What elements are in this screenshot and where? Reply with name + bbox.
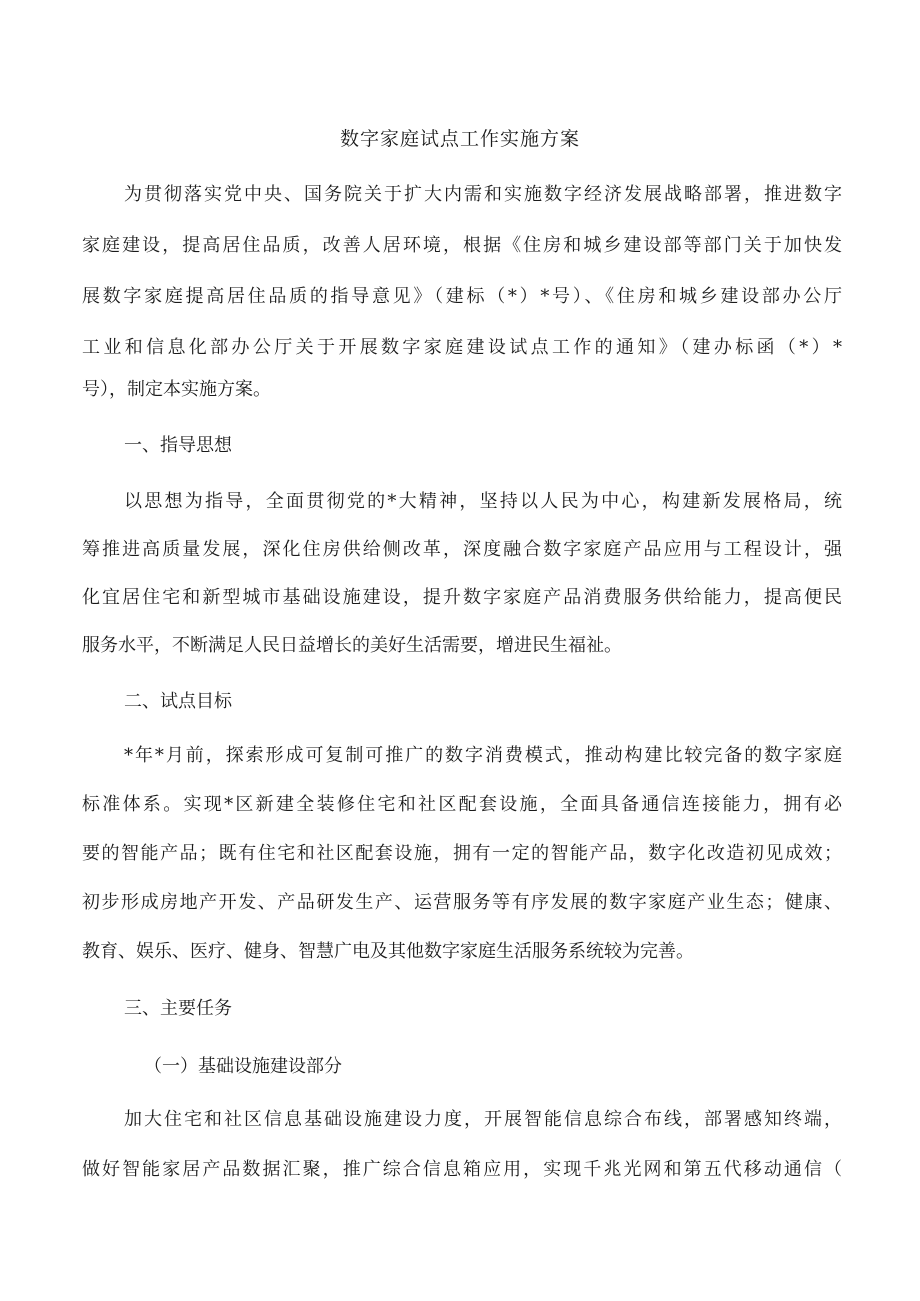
section2-heading: 二、试点目标 — [124, 691, 232, 712]
section1-line-3: 化宜居住宅和新型城市基础设施建设，提升数字家庭产品消费服务供给能力，提高便民 — [82, 587, 842, 608]
section3-line-2: 做好智能家居产品数据汇聚，推广综合信息箱应用，实现千兆光网和第五代移动通信（ — [82, 1159, 842, 1180]
intro-line-1: 为贯彻落实党中央、国务院关于扩大内需和实施数字经济发展战略部署，推进数字 — [124, 184, 842, 205]
intro-line-5: 号），制定本实施方案。 — [82, 379, 271, 400]
section2-line-1: *年*月前，探索形成可复制可推广的数字消费模式，推动构建比较完备的数字家庭 — [124, 745, 842, 766]
section3-line-1: 加大住宅和社区信息基础设施建设力度，开展智能信息综合布线，部署感知终端， — [124, 1109, 842, 1130]
section3-heading: 三、主要任务 — [124, 998, 232, 1019]
section1-line-1: 以思想为指导，全面贯彻党的*大精神，坚持以人民为中心，构建新发展格局，统 — [124, 491, 842, 512]
document-title: 数字家庭试点工作实施方案 — [339, 128, 580, 150]
section1-heading: 一、指导思想 — [124, 435, 232, 456]
section1-line-2: 筹推进高质量发展，深化住房供给侧改革，深度融合数字家庭产品应用与工程设计，强 — [82, 539, 842, 560]
section2-line-5: 教育、娱乐、医疗、健身、智慧广电及其他数字家庭生活服务系统较为完善。 — [82, 941, 694, 962]
section2-line-2: 标准体系。实现*区新建全装修住宅和社区配套设施，全面具备通信连接能力，拥有必 — [82, 794, 842, 815]
section2-line-3: 要的智能产品；既有住宅和社区配套设施，拥有一定的智能产品，数字化改造初见成效； — [82, 843, 842, 864]
section3-subheading: （一）基础设施建设部分 — [144, 1056, 342, 1077]
intro-line-2: 家庭建设，提高居住品质，改善人居环境，根据《住房和城乡建设部等部门关于加快发 — [82, 235, 842, 256]
section1-line-4: 服务水平，不断满足人民日益增长的美好生活需要，增进民生福祉。 — [82, 635, 622, 656]
intro-line-4: 工业和信息化部办公厅关于开展数字家庭建设试点工作的通知》（建办标函（*）* — [82, 337, 842, 358]
intro-line-3: 展数字家庭提高居住品质的指导意见》（建标（*）*号）、《住房和城乡建设部办公厅 — [82, 286, 842, 307]
section2-line-4: 初步形成房地产开发、产品研发生产、运营服务等有序发展的数字家庭产业生态；健康、 — [82, 892, 842, 913]
